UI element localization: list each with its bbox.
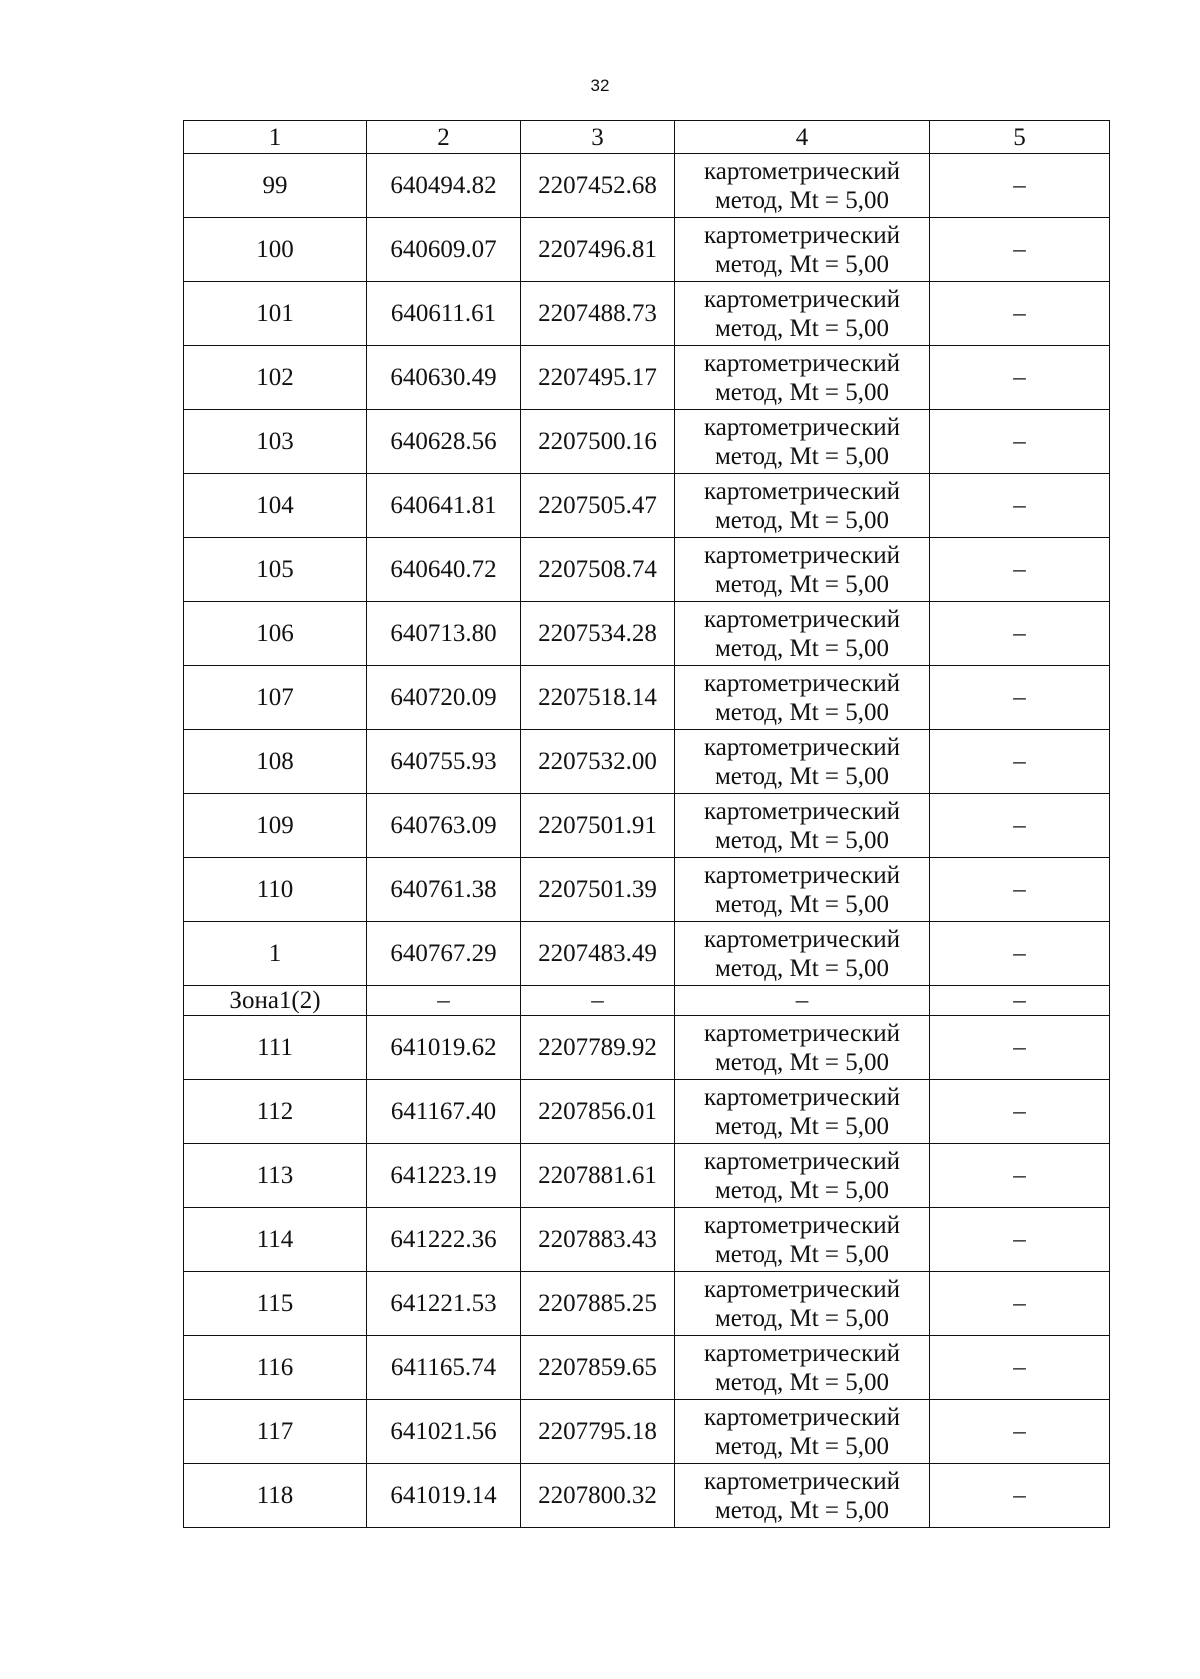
note-cell: – bbox=[930, 474, 1110, 538]
column-header-4: 4 bbox=[675, 121, 930, 154]
note-cell: – bbox=[930, 282, 1110, 346]
method-cell bbox=[675, 1272, 930, 1336]
method-name: картометрический bbox=[704, 541, 900, 569]
table-row bbox=[184, 1016, 1110, 1080]
note-cell: – bbox=[930, 1016, 1110, 1080]
y-coordinate-cell: 2207859.65 bbox=[521, 1336, 675, 1400]
table-row bbox=[184, 1272, 1110, 1336]
method-accuracy: метод, Mt = 5,00 bbox=[714, 1368, 890, 1396]
method-name: картометрический bbox=[704, 1211, 900, 1239]
x-coordinate-cell: 640611.61 bbox=[367, 282, 521, 346]
method-name: картометрический bbox=[704, 797, 900, 825]
method-accuracy: метод, Mt = 5,00 bbox=[714, 698, 890, 726]
note-cell: – bbox=[930, 922, 1110, 986]
point-number-cell: 111 bbox=[184, 1016, 367, 1080]
method-accuracy: метод, Mt = 5,00 bbox=[714, 634, 890, 662]
table-row bbox=[184, 474, 1110, 538]
method-accuracy: метод, Mt = 5,00 bbox=[714, 954, 890, 982]
point-number-cell: 117 bbox=[184, 1400, 367, 1464]
table-row bbox=[184, 538, 1110, 602]
y-coordinate-cell: 2207885.25 bbox=[521, 1272, 675, 1336]
table-row bbox=[184, 154, 1110, 218]
method-name: картометрический bbox=[704, 1403, 900, 1431]
method-cell bbox=[675, 1080, 930, 1144]
column-header-5: 5 bbox=[930, 121, 1110, 154]
x-coordinate-cell: 640713.80 bbox=[367, 602, 521, 666]
method-cell bbox=[675, 1208, 930, 1272]
method-name: картометрический bbox=[704, 861, 900, 889]
note-cell: – bbox=[930, 346, 1110, 410]
method-accuracy: метод, Mt = 5,00 bbox=[714, 1496, 890, 1524]
x-coordinate-cell: 640720.09 bbox=[367, 666, 521, 730]
method-cell bbox=[675, 794, 930, 858]
point-number-cell: 101 bbox=[184, 282, 367, 346]
point-number-cell: 109 bbox=[184, 794, 367, 858]
method-cell bbox=[675, 282, 930, 346]
note-cell: – bbox=[930, 1080, 1110, 1144]
method-name: картометрический bbox=[704, 733, 900, 761]
method-name: картометрический bbox=[704, 669, 900, 697]
table-row bbox=[184, 282, 1110, 346]
x-coordinate-cell: 640767.29 bbox=[367, 922, 521, 986]
table-row bbox=[184, 218, 1110, 282]
method-name: картометрический bbox=[704, 477, 900, 505]
note-cell: – bbox=[930, 1208, 1110, 1272]
zone-label: Зона1(2) bbox=[184, 986, 367, 1016]
x-coordinate-cell: 640630.49 bbox=[367, 346, 521, 410]
method-cell bbox=[675, 1144, 930, 1208]
note-cell: – bbox=[930, 154, 1110, 218]
point-number-cell: 112 bbox=[184, 1080, 367, 1144]
method-name: картометрический bbox=[704, 1275, 900, 1303]
y-coordinate-cell: 2207488.73 bbox=[521, 282, 675, 346]
method-cell bbox=[675, 1336, 930, 1400]
column-header-1: 1 bbox=[184, 121, 367, 154]
method-cell bbox=[675, 154, 930, 218]
method-accuracy: метод, Mt = 5,00 bbox=[714, 1240, 890, 1268]
x-coordinate-cell: 640628.56 bbox=[367, 410, 521, 474]
x-coordinate-cell: 641021.56 bbox=[367, 1400, 521, 1464]
point-number-cell: 1 bbox=[184, 922, 367, 986]
column-header-3: 3 bbox=[521, 121, 675, 154]
method-name: картометрический bbox=[704, 157, 900, 185]
method-cell bbox=[675, 1016, 930, 1080]
x-coordinate-cell: 640761.38 bbox=[367, 858, 521, 922]
y-coordinate-cell: 2207495.17 bbox=[521, 346, 675, 410]
table-row bbox=[184, 730, 1110, 794]
x-coordinate-cell: 640609.07 bbox=[367, 218, 521, 282]
point-number-cell: 105 bbox=[184, 538, 367, 602]
table-row bbox=[184, 602, 1110, 666]
x-coordinate-cell: 640755.93 bbox=[367, 730, 521, 794]
point-number-cell: 115 bbox=[184, 1272, 367, 1336]
note-cell: – bbox=[930, 538, 1110, 602]
x-coordinate-cell: 641165.74 bbox=[367, 1336, 521, 1400]
method-name: картометрический bbox=[704, 1339, 900, 1367]
note-cell: – bbox=[930, 1336, 1110, 1400]
method-cell bbox=[675, 922, 930, 986]
method-accuracy: метод, Mt = 5,00 bbox=[714, 1304, 890, 1332]
note-cell: – bbox=[930, 1272, 1110, 1336]
method-cell bbox=[675, 218, 930, 282]
note-cell: – bbox=[930, 730, 1110, 794]
table-row bbox=[184, 922, 1110, 986]
table-row bbox=[184, 1080, 1110, 1144]
y-coordinate-cell: 2207508.74 bbox=[521, 538, 675, 602]
method-name: картометрический bbox=[704, 1083, 900, 1111]
note-cell: – bbox=[930, 602, 1110, 666]
point-number-cell: 104 bbox=[184, 474, 367, 538]
y-coordinate-cell: 2207500.16 bbox=[521, 410, 675, 474]
table-row bbox=[184, 794, 1110, 858]
method-accuracy: метод, Mt = 5,00 bbox=[714, 890, 890, 918]
method-name: картометрический bbox=[704, 605, 900, 633]
method-cell bbox=[675, 538, 930, 602]
x-coordinate-cell: 641167.40 bbox=[367, 1080, 521, 1144]
note-cell: – bbox=[930, 410, 1110, 474]
point-number-cell: 102 bbox=[184, 346, 367, 410]
table-row bbox=[184, 410, 1110, 474]
point-number-cell: 100 bbox=[184, 218, 367, 282]
point-number-cell: 113 bbox=[184, 1144, 367, 1208]
method-name: картометрический bbox=[704, 1467, 900, 1495]
method-cell bbox=[675, 474, 930, 538]
note-cell: – bbox=[930, 218, 1110, 282]
method-accuracy: метод, Mt = 5,00 bbox=[714, 826, 890, 854]
method-accuracy: метод, Mt = 5,00 bbox=[714, 250, 890, 278]
y-coordinate-cell: 2207518.14 bbox=[521, 666, 675, 730]
x-coordinate-cell: 640494.82 bbox=[367, 154, 521, 218]
table-header-row bbox=[184, 121, 1110, 154]
method-name: картометрический bbox=[704, 1019, 900, 1047]
point-number-cell: 118 bbox=[184, 1464, 367, 1528]
x-coordinate-cell: 640640.72 bbox=[367, 538, 521, 602]
point-number-cell: 116 bbox=[184, 1336, 367, 1400]
y-coordinate-cell: 2207534.28 bbox=[521, 602, 675, 666]
method-accuracy: метод, Mt = 5,00 bbox=[714, 442, 890, 470]
x-coordinate-cell: 641221.53 bbox=[367, 1272, 521, 1336]
point-number-cell: 110 bbox=[184, 858, 367, 922]
method-name: картометрический bbox=[704, 349, 900, 377]
zone-dash-cell: – bbox=[675, 986, 930, 1016]
point-number-cell: 103 bbox=[184, 410, 367, 474]
note-cell: – bbox=[930, 1144, 1110, 1208]
note-cell: – bbox=[930, 666, 1110, 730]
method-name: картометрический bbox=[704, 925, 900, 953]
y-coordinate-cell: 2207881.61 bbox=[521, 1144, 675, 1208]
table-row bbox=[184, 1464, 1110, 1528]
y-coordinate-cell: 2207496.81 bbox=[521, 218, 675, 282]
y-coordinate-cell: 2207505.47 bbox=[521, 474, 675, 538]
x-coordinate-cell: 640763.09 bbox=[367, 794, 521, 858]
point-number-cell: 114 bbox=[184, 1208, 367, 1272]
method-accuracy: метод, Mt = 5,00 bbox=[714, 1048, 890, 1076]
table-row bbox=[184, 666, 1110, 730]
method-accuracy: метод, Mt = 5,00 bbox=[714, 506, 890, 534]
zone-dash-cell: – bbox=[367, 986, 521, 1016]
table-row bbox=[184, 1336, 1110, 1400]
note-cell: – bbox=[930, 794, 1110, 858]
method-cell bbox=[675, 858, 930, 922]
y-coordinate-cell: 2207800.32 bbox=[521, 1464, 675, 1528]
x-coordinate-cell: 640641.81 bbox=[367, 474, 521, 538]
method-cell bbox=[675, 730, 930, 794]
y-coordinate-cell: 2207483.49 bbox=[521, 922, 675, 986]
table-row bbox=[184, 1144, 1110, 1208]
coordinates-table bbox=[183, 120, 1110, 1528]
method-accuracy: метод, Mt = 5,00 bbox=[714, 1112, 890, 1140]
point-number-cell: 108 bbox=[184, 730, 367, 794]
method-accuracy: метод, Mt = 5,00 bbox=[714, 186, 890, 214]
note-cell: – bbox=[930, 1400, 1110, 1464]
method-name: картометрический bbox=[704, 221, 900, 249]
table-body bbox=[184, 121, 1110, 1528]
method-cell bbox=[675, 666, 930, 730]
zone-row bbox=[184, 986, 1110, 1016]
method-accuracy: метод, Mt = 5,00 bbox=[714, 1176, 890, 1204]
table-row bbox=[184, 858, 1110, 922]
table-row bbox=[184, 1208, 1110, 1272]
y-coordinate-cell: 2207795.18 bbox=[521, 1400, 675, 1464]
note-cell: – bbox=[930, 1464, 1110, 1528]
method-name: картометрический bbox=[704, 285, 900, 313]
y-coordinate-cell: 2207856.01 bbox=[521, 1080, 675, 1144]
method-cell bbox=[675, 1464, 930, 1528]
y-coordinate-cell: 2207532.00 bbox=[521, 730, 675, 794]
column-header-2: 2 bbox=[367, 121, 521, 154]
point-number-cell: 99 bbox=[184, 154, 367, 218]
table-row bbox=[184, 1400, 1110, 1464]
zone-dash-cell: – bbox=[521, 986, 675, 1016]
x-coordinate-cell: 641222.36 bbox=[367, 1208, 521, 1272]
y-coordinate-cell: 2207501.91 bbox=[521, 794, 675, 858]
x-coordinate-cell: 641019.62 bbox=[367, 1016, 521, 1080]
table-row bbox=[184, 346, 1110, 410]
point-number-cell: 106 bbox=[184, 602, 367, 666]
method-accuracy: метод, Mt = 5,00 bbox=[714, 1432, 890, 1460]
method-accuracy: метод, Mt = 5,00 bbox=[714, 762, 890, 790]
x-coordinate-cell: 641019.14 bbox=[367, 1464, 521, 1528]
method-cell bbox=[675, 346, 930, 410]
note-cell: – bbox=[930, 858, 1110, 922]
method-accuracy: метод, Mt = 5,00 bbox=[714, 570, 890, 598]
method-accuracy: метод, Mt = 5,00 bbox=[714, 314, 890, 342]
y-coordinate-cell: 2207883.43 bbox=[521, 1208, 675, 1272]
y-coordinate-cell: 2207452.68 bbox=[521, 154, 675, 218]
method-cell bbox=[675, 1400, 930, 1464]
x-coordinate-cell: 641223.19 bbox=[367, 1144, 521, 1208]
y-coordinate-cell: 2207789.92 bbox=[521, 1016, 675, 1080]
y-coordinate-cell: 2207501.39 bbox=[521, 858, 675, 922]
method-name: картометрический bbox=[704, 413, 900, 441]
method-accuracy: метод, Mt = 5,00 bbox=[714, 378, 890, 406]
point-number-cell: 107 bbox=[184, 666, 367, 730]
method-cell bbox=[675, 410, 930, 474]
method-cell bbox=[675, 602, 930, 666]
zone-dash-cell: – bbox=[930, 986, 1110, 1016]
page-number: 32 bbox=[590, 76, 610, 95]
method-name: картометрический bbox=[704, 1147, 900, 1175]
